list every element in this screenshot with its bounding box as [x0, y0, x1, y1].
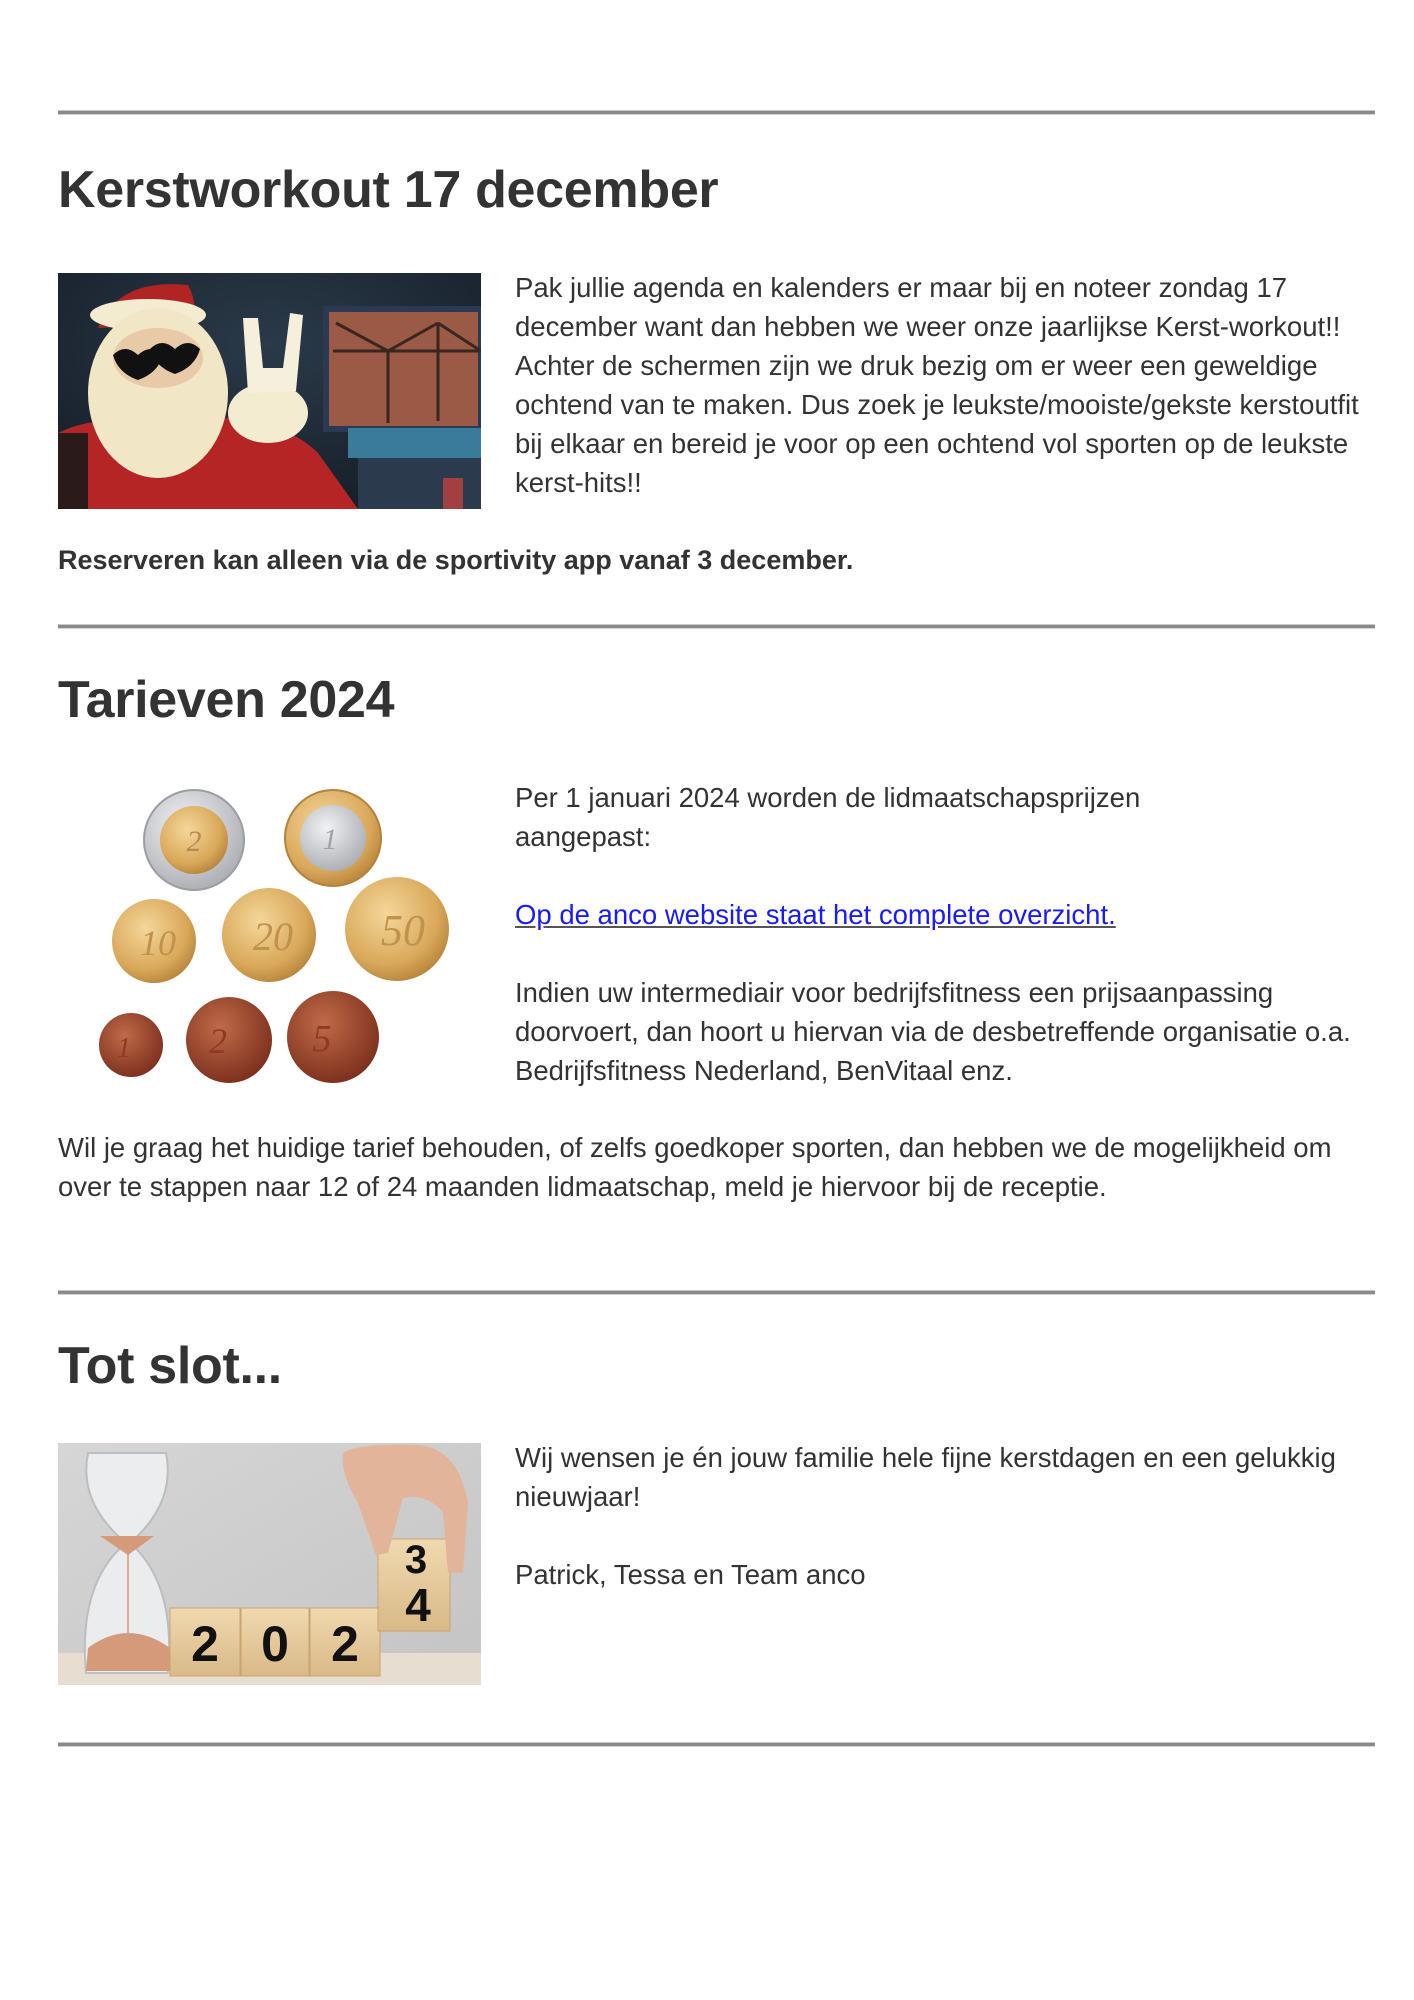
section-title-tot-slot: Tot slot... — [58, 1337, 282, 1395]
svg-text:0: 0 — [261, 1616, 289, 1672]
kerstworkout-paragraph: Pak jullie agenda en kalenders er maar bij en noteer zondag 17 december want dan hebben we weer onze jaarlijkse Kerst-workout!! Achter de schermen zijn we druk bezig om er weer een geweldige ochtend van te maken. Dus zoek je leukste/mooiste/gekste kerstoutfit bij elkaar en bereid je voor op een ochtend vol sporten op de leukste kerst-hits!! — [515, 272, 1359, 498]
signature: Patrick, Tessa en Team anco — [515, 1559, 866, 1590]
hourglass-new-year-image — [58, 1443, 481, 1685]
divider — [58, 1742, 1375, 1747]
santa-image — [58, 273, 481, 509]
svg-text:5: 5 — [312, 1018, 332, 1060]
tarieven-switch-note: Wil je graag het huidige tarief behouden, of zelfs goedkoper sporten, dan hebben we de mogelijkheid om over te stappen naar 12 of 24 maanden lidmaatschap, meld je hiervoor bij de receptie. — [58, 1132, 1332, 1202]
svg-text:1: 1 — [117, 1033, 131, 1064]
svg-text:2: 2 — [209, 1021, 227, 1061]
section-title-kerstworkout: Kerstworkout 17 december — [58, 161, 719, 219]
tarieven-overview-link[interactable]: Op de anco website staat het complete overzicht. — [515, 899, 1116, 930]
tarieven-intro: Per 1 januari 2024 worden de lidmaatschapsprijzen aangepast: — [515, 782, 1141, 852]
coins-image — [58, 783, 481, 1093]
divider — [58, 110, 1375, 115]
divider — [58, 624, 1375, 629]
divider — [58, 1290, 1375, 1295]
svg-text:4: 4 — [405, 1579, 431, 1631]
svg-text:2: 2 — [186, 825, 202, 858]
svg-text:1: 1 — [322, 823, 338, 856]
svg-text:50: 50 — [381, 906, 425, 955]
kerstworkout-body — [515, 268, 1365, 502]
tot-slot-body — [515, 1438, 1375, 1594]
reservation-note: Reserveren kan alleen via de sportivity app vanaf 3 december. — [58, 545, 854, 575]
season-greeting: Wij wensen je én jouw familie hele fijne kerstdagen en een gelukkig nieuwjaar! — [515, 1442, 1336, 1512]
section-title-tarieven: Tarieven 2024 — [58, 671, 395, 729]
svg-text:10: 10 — [140, 923, 176, 963]
svg-text:3: 3 — [404, 1538, 428, 1582]
svg-text:2: 2 — [331, 1616, 359, 1672]
tarieven-body — [515, 778, 1375, 1090]
tarieven-intermediary-note: Indien uw intermediair voor bedrijfsfitness een prijsaanpassing doorvoert, dan hoort u hiervan via de desbetreffende organisatie o.a. Bedrijfsfitness Nederland, BenVitaal enz. — [515, 977, 1351, 1086]
tarieven-link-paragraph — [515, 895, 1375, 934]
svg-text:20: 20 — [253, 914, 293, 959]
svg-text:2: 2 — [191, 1616, 219, 1672]
